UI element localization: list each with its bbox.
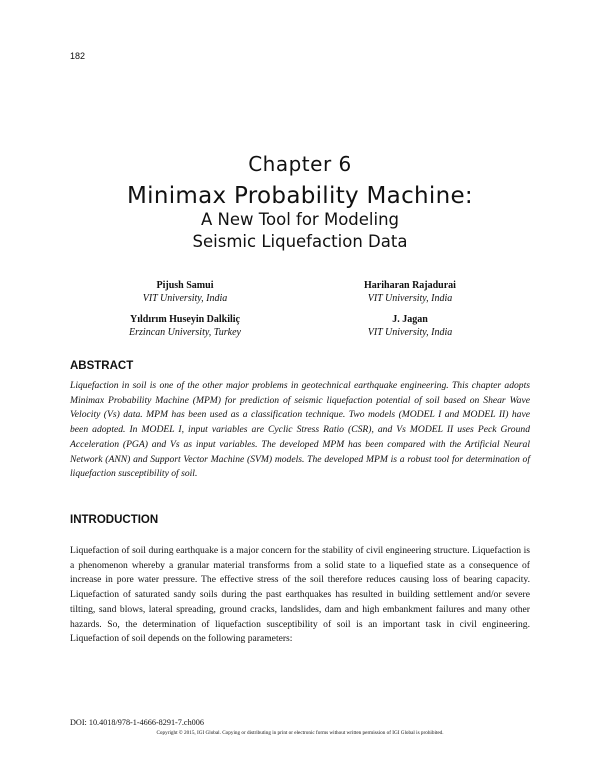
author-affiliation: VIT University, India	[367, 327, 453, 338]
page-number: 182	[70, 51, 86, 61]
introduction-heading: INTRODUCTION	[70, 514, 159, 526]
author-block	[65, 279, 305, 305]
introduction-text: Liquefaction of soil during earthquake is a major concern for the stability of civil engineering structure. Liquefaction is a phenomenon whereby a granular material transforms from a solid state to a liquefied state as a consequence of increase in pore water pressure. The effective stress of the soil therefore reduces causing loss of bearing capacity. Liquefaction of saturated sandy soils during the past earthquakes has resulted in building settlement and/or severe tilting, sand blows, lateral spreading, ground cracks, landslides, dam and high embankment failures and many other hazards. So, the determination of liquefaction susceptibility of soil is an important task in civil engineering. Liquefaction of soil depends on the following parameters:	[70, 545, 530, 645]
author-name: Yıldırım Huseyin Dalkiliç	[129, 314, 240, 325]
abstract-heading: ABSTRACT	[70, 360, 134, 372]
author-affiliation: VIT University, India	[367, 293, 453, 304]
chapter-title-line-3: Seismic Liquefaction Data	[192, 232, 408, 251]
author-block	[290, 313, 530, 339]
chapter-label: Chapter 6	[248, 152, 352, 176]
author-name: Pijush Samui	[156, 280, 214, 291]
author-affiliation: Erzincan University, Turkey	[129, 327, 241, 338]
doi: DOI: 10.4018/978-1-4666-8291-7.ch006	[70, 718, 204, 727]
copyright-notice: Copyright © 2015, IGI Global. Copying or distributing in print or electronic forms without written permission of IGI Global is prohibited.	[156, 730, 444, 736]
author-name: Hariharan Rajadurai	[364, 280, 456, 291]
author-affiliation: VIT University, India	[142, 293, 228, 304]
author-name: J. Jagan	[392, 314, 428, 325]
abstract-text: Liquefaction in soil is one of the other major problems in geotechnical earthquake engineering. This chapter adopts Minimax Probability Machine (MPM) for prediction of seismic liquefaction potential of soil based on Shear Wave Velocity (Vs) data. MPM has been used as a classification technique. Two models (MODEL I and MODEL II) have been adopted. In MODEL I, input variables are Cyclic Stress Ratio (CSR), and Vs MODEL II uses Peck Ground Acceleration (PGA) and Vs as input variables. The developed MPM has been compared with the Artificial Neural Network (ANN) and Support Vector Machine (SVM) models. The developed MPM is a robust tool for determination of liquefaction susceptibility of soil.	[70, 380, 530, 480]
chapter-title-line-2: A New Tool for Modeling	[200, 210, 400, 229]
author-block	[65, 313, 305, 339]
author-block	[290, 279, 530, 305]
chapter-title-line-1: Minimax Probability Machine:	[127, 183, 473, 209]
